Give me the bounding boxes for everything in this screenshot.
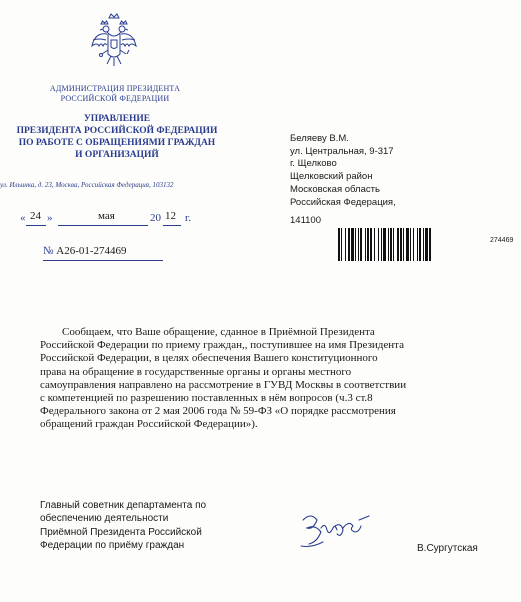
- barcode-bar: [417, 228, 418, 261]
- body-line: обращений граждан Российской Федерации»).: [40, 418, 258, 431]
- recipient-address: [290, 133, 396, 228]
- barcode-bar: [393, 228, 394, 261]
- number-sign: №: [43, 245, 54, 257]
- letter-date: [20, 208, 220, 228]
- barcode-bar: [374, 228, 375, 261]
- date-year-underline: [163, 225, 181, 226]
- barcode-bar: [360, 228, 362, 261]
- barcode-bar: [338, 228, 340, 261]
- registration-number-value: А26-01-274469: [56, 245, 127, 257]
- barcode-bar: [367, 228, 369, 261]
- date-day-underline: [26, 225, 46, 226]
- registration-underline: [43, 260, 163, 261]
- recipient-line: Щелковский район: [290, 171, 373, 183]
- body-line: Сообщаем, что Ваше обращение, сданное в Приёмной Президента: [40, 326, 375, 338]
- org-line-1: АДМИНИСТРАЦИЯ ПРЕЗИДЕНТА: [49, 84, 181, 93]
- barcode-bar: [370, 228, 372, 261]
- barcode: [338, 228, 488, 261]
- barcode-bar: [355, 228, 356, 261]
- barcode-bar: [429, 228, 431, 261]
- barcode-bar: [397, 228, 399, 261]
- recipient-line: Беляеву В.М.: [290, 133, 349, 144]
- barcode-bar: [388, 228, 389, 261]
- date-year-prefix: 20: [150, 212, 161, 224]
- body-line: самоуправления направлено на рассмотрение в ГУВД Москвы в соответствии: [40, 378, 407, 391]
- org-name: [30, 84, 200, 104]
- barcode-bar: [390, 228, 392, 261]
- barcode-bar: [351, 228, 354, 261]
- signatory-name: В.Сургутская: [417, 543, 478, 554]
- date-year-abbr: г.: [185, 212, 192, 224]
- barcode-bar: [400, 228, 402, 261]
- body-line: Российской Федерации по приему граждан,, поступившее на имя Президента: [40, 339, 404, 352]
- recipient-line: Московская область: [290, 183, 380, 195]
- position-line: Приёмной Президента Российской: [40, 526, 202, 538]
- org-line-2: РОССИЙСКОЙ ФЕДЕРАЦИИ: [60, 94, 170, 103]
- body-line: права на обращение в государственные органы и органы местного: [40, 365, 352, 378]
- barcode-bar: [378, 228, 379, 261]
- date-day: 24: [30, 210, 41, 222]
- org-address: ул. Ильинка, д. 23, Москва, Российская Федерация, 103132: [0, 181, 174, 189]
- dept-line-2: ПРЕЗИДЕНТА РОССИЙСКОЙ ФЕДЕРАЦИИ: [16, 126, 218, 136]
- barcode-bar: [383, 228, 386, 261]
- position-line: Федерации по приёму граждан: [40, 540, 185, 552]
- barcode-bar: [423, 228, 424, 261]
- handwritten-signature: [297, 506, 377, 551]
- date-open-quote: «: [20, 212, 26, 224]
- barcode-bar: [348, 228, 350, 261]
- recipient-line: ул. Центральная, 9-317: [290, 145, 394, 157]
- recipient-line: г. Щелково: [290, 158, 337, 170]
- barcode-bar: [419, 228, 421, 261]
- barcode-bar: [403, 228, 404, 261]
- body-line: Федерального закона от 2 мая 2006 года № 59-ФЗ «О порядке рассмотрения: [40, 405, 396, 418]
- department-name: [2, 113, 232, 161]
- double-headed-eagle-icon: [89, 10, 139, 70]
- barcode-bar: [406, 228, 409, 261]
- barcode-bar: [410, 228, 411, 261]
- dept-line-4: И ОРГАНИЗАЦИЙ: [75, 150, 159, 160]
- date-close-quote: »: [47, 212, 53, 224]
- recipient-line: 141100: [290, 215, 321, 227]
- body-line: с компетенцией по разрешению поставленных в нём вопросов (ч.3 ст.8: [40, 392, 373, 405]
- barcode-bar: [341, 228, 342, 261]
- barcode-bar: [358, 228, 359, 261]
- dept-line-3: ПО РАБОТЕ С ОБРАЩЕНИЯМИ ГРАЖДАН: [18, 138, 216, 148]
- date-month: мая: [98, 210, 115, 222]
- letter-body: [40, 326, 495, 432]
- barcode-bar: [381, 228, 382, 261]
- signatory-position: [40, 499, 206, 553]
- barcode-bar: [365, 228, 366, 261]
- position-line: Главный советник департамента по: [40, 500, 207, 511]
- barcode-bar: [425, 228, 428, 261]
- barcode-bar: [413, 228, 414, 261]
- barcode-number: 274469: [490, 237, 514, 244]
- recipient-line: Российская Федерация,: [290, 196, 396, 208]
- registration-number: [43, 245, 127, 257]
- date-month-underline: [58, 225, 148, 226]
- date-year-suffix: 12: [165, 210, 176, 222]
- barcode-bar: [345, 228, 346, 261]
- position-line: обеспечению деятельности: [40, 513, 169, 525]
- body-line: Российской Федерации, в целях обеспечения Вашего конституционного: [40, 352, 378, 365]
- dept-line-1: УПРАВЛЕНИЕ: [83, 114, 151, 124]
